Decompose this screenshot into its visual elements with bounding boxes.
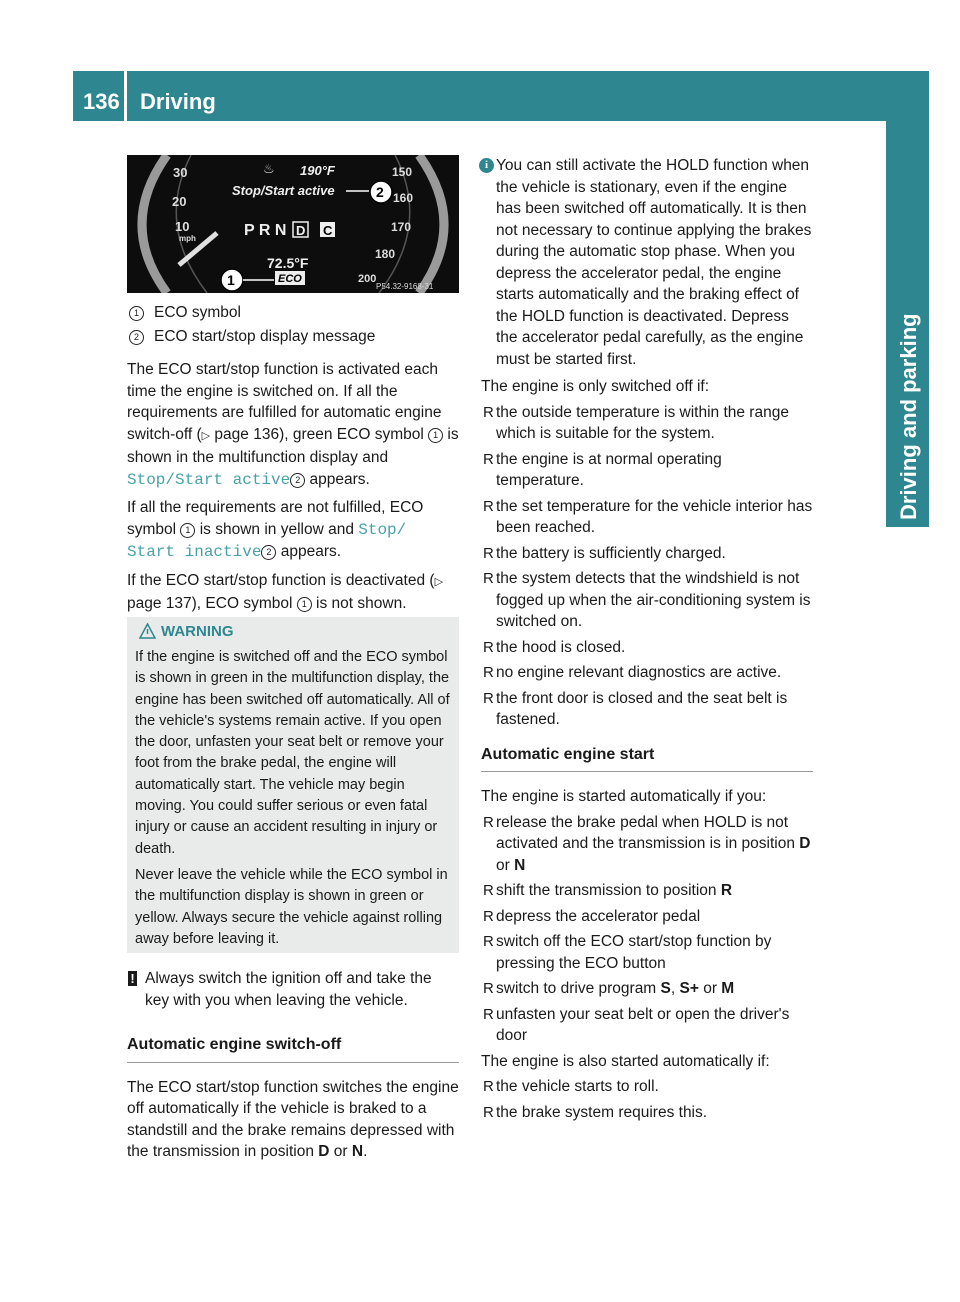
bullet-marker: R [483,689,494,707]
paragraph: The ECO start/stop function is activated each time the engine is switched on. If all the requirements are fulfilled for automatic engine switch-off (▷ page 136), green ECO symbol 1 is shown in the multifunction display and Stop/Start active 2 appears. [127,361,459,489]
arrow-icon: ▷ [434,575,444,588]
bullet-marker: R [483,664,494,681]
paragraph: The engine is only switched off if: [481,378,710,395]
list-item [481,449,813,492]
paragraph: The engine is also started automatically if: [481,1052,770,1070]
right-column [481,155,813,1127]
section-heading: Automatic engine switch-off [127,1034,459,1063]
list-item [481,662,813,684]
bullet-marker: R [483,570,494,587]
tick-180: 180 [375,247,396,261]
bullet-marker: R [483,1103,494,1121]
section-heading: Automatic engine start [481,744,813,773]
figure-code: P54.32-9168-31 [376,282,434,291]
note-text: Always switch the ignition off and take the key with you when leaving the vehicle. [145,970,432,1009]
list-item: R release the brake pedal when HOLD is not activated and the transmission is in position D or N [483,813,811,874]
list-item [481,1102,813,1124]
legend-item [127,302,459,326]
paragraph: The engine is started automatically if you: [481,788,767,805]
legend-text: ECO symbol [154,304,241,321]
note [127,968,459,1011]
list-item [481,543,813,565]
tick-170: 170 [391,220,412,234]
list-item: R switch to drive program S, S+ or M [483,980,735,997]
ref-1: 1 [180,523,195,538]
paragraph: The ECO start/stop function switches the engine off automatically if the vehicle is braked to a standstill and the brake remains depressed with the transmission in position D or N. [127,1078,459,1160]
ref-2: 2 [261,545,276,560]
list-item [481,637,813,659]
list-item-text: the vehicle starts to roll. [496,1078,659,1095]
tick-30: 30 [173,165,188,180]
legend-number: 2 [129,330,144,345]
bullet-marker: R [483,450,494,468]
list-item [481,1076,813,1098]
eco-symbol: ECO [278,273,302,285]
figure-legend [127,302,459,350]
legend-number: 1 [129,306,144,321]
info-icon: i [479,158,494,173]
list-item: R shift the transmission to position R [483,882,733,899]
gear-selector: P R N [244,222,287,239]
paragraph: If all the requirements are not fulfilled, ECO symbol 1 is shown in yellow and Stop/ Start inactive 2 appears. [127,499,424,561]
bullet-marker: R [483,497,494,515]
list-item [481,688,813,731]
page-number: 136 [83,89,120,114]
mph-label: mph [179,234,196,243]
bullet-marker: R [483,1078,494,1095]
callout-1: 1 [227,272,235,288]
list-item [481,402,813,445]
list-item-text: the brake system requires this. [496,1103,708,1121]
section-tab-label [891,120,925,520]
tick-200: 200 [358,273,377,285]
page-header [73,71,887,121]
info-note: i You can still activate the HOLD function when the vehicle is stationary, even if the engine has been switched off automatically. It is then not necessary to continue applying the brakes during the automatic stop phase. When you depress the accelerator pedal, the engine starts automatically and the braking effect of the HOLD function is deactivated. Depress the accelerator pedal carefully, as the engine must be started first. [481,155,813,370]
warning-box [127,617,459,953]
section-tab-text: Driving and parking [896,313,921,520]
list-item-text: the outside temperature is within the range which is suitable for the system. [496,403,789,442]
tick-150: 150 [392,165,413,179]
list-item: R depress the accelerator pedal [483,907,701,925]
display-message: Stop/Start active [127,470,291,489]
warning-text: If the engine is switched off and the ECO symbol is shown in green in the multifunction display, the engine has been switched off automatically. All of the vehicle's systems remain active. If you open the door, unfasten your seat belt or remove your foot from the brake pedal, the engine will automatically start. The vehicle may begin moving. You could suffer serious or even fatal injury or cause an accident resulting in injury or death. [135,649,450,857]
list-item-text: no engine relevant diagnostics are active. [496,664,782,681]
tick-160: 160 [393,191,414,205]
stop-start-message: Stop/Start active [232,183,335,198]
bullet-marker: R [483,403,494,421]
paragraph: If the ECO start/stop function is deactivated (▷ page 137), ECO symbol 1 is not shown. [127,571,444,612]
list-item-text: the set temperature for the vehicle interior has been reached. [496,497,813,536]
list-item-text: the system detects that the windshield is not fogged up when the air-conditioning system is switched on. [496,570,811,630]
list-item-text: the hood is closed. [496,638,626,656]
legend-item [127,326,459,350]
outside-temp: 72.5°F [267,255,309,271]
list-item: R unfasten your seat belt or open the driver's door [483,1005,790,1044]
instrument-cluster-figure [127,155,459,293]
header-divider [124,71,127,121]
gear-d: D [296,223,306,238]
gear-c: C [323,223,333,238]
ref-1: 1 [428,428,443,443]
display-message: Stop/ Start inactive [127,520,407,561]
also-start-conditions-list [481,1076,813,1123]
bullet-marker: R [483,544,494,562]
list-item-text: the battery is sufficiently charged. [496,544,726,562]
warning-text: Never leave the vehicle while the ECO symbol in the multifunction display is shown in green or yellow. Always secure the vehicle against rolling away before leaving it. [135,866,448,947]
warning-heading: WARNING [161,623,234,640]
list-item [481,496,813,539]
coolant-temp: 190°F [300,163,335,178]
list-item [481,568,813,633]
page-title: Driving [140,89,216,114]
eco-description [127,359,459,615]
tick-20: 20 [172,194,187,209]
callout-2: 2 [376,184,384,200]
arrow-icon: ▷ [201,429,211,442]
list-item: R switch off the ECO start/stop function by pressing the ECO button [483,933,772,972]
list-item-text: the engine is at normal operating temperature. [496,450,722,489]
bullet-marker: R [483,638,494,656]
ref-1: 1 [297,597,312,612]
auto-switch-off-section [127,1034,459,1163]
tick-10: 10 [175,219,190,234]
warning-icon [139,623,156,640]
exclamation-icon: ! [128,971,137,986]
list-item-text: the front door is closed and the seat belt is fastened. [496,689,788,728]
ref-2: 2 [290,473,305,488]
switch-off-conditions-list [481,402,813,731]
coolant-icon: ♨ [263,162,275,177]
legend-text: ECO start/stop display message [154,328,376,345]
